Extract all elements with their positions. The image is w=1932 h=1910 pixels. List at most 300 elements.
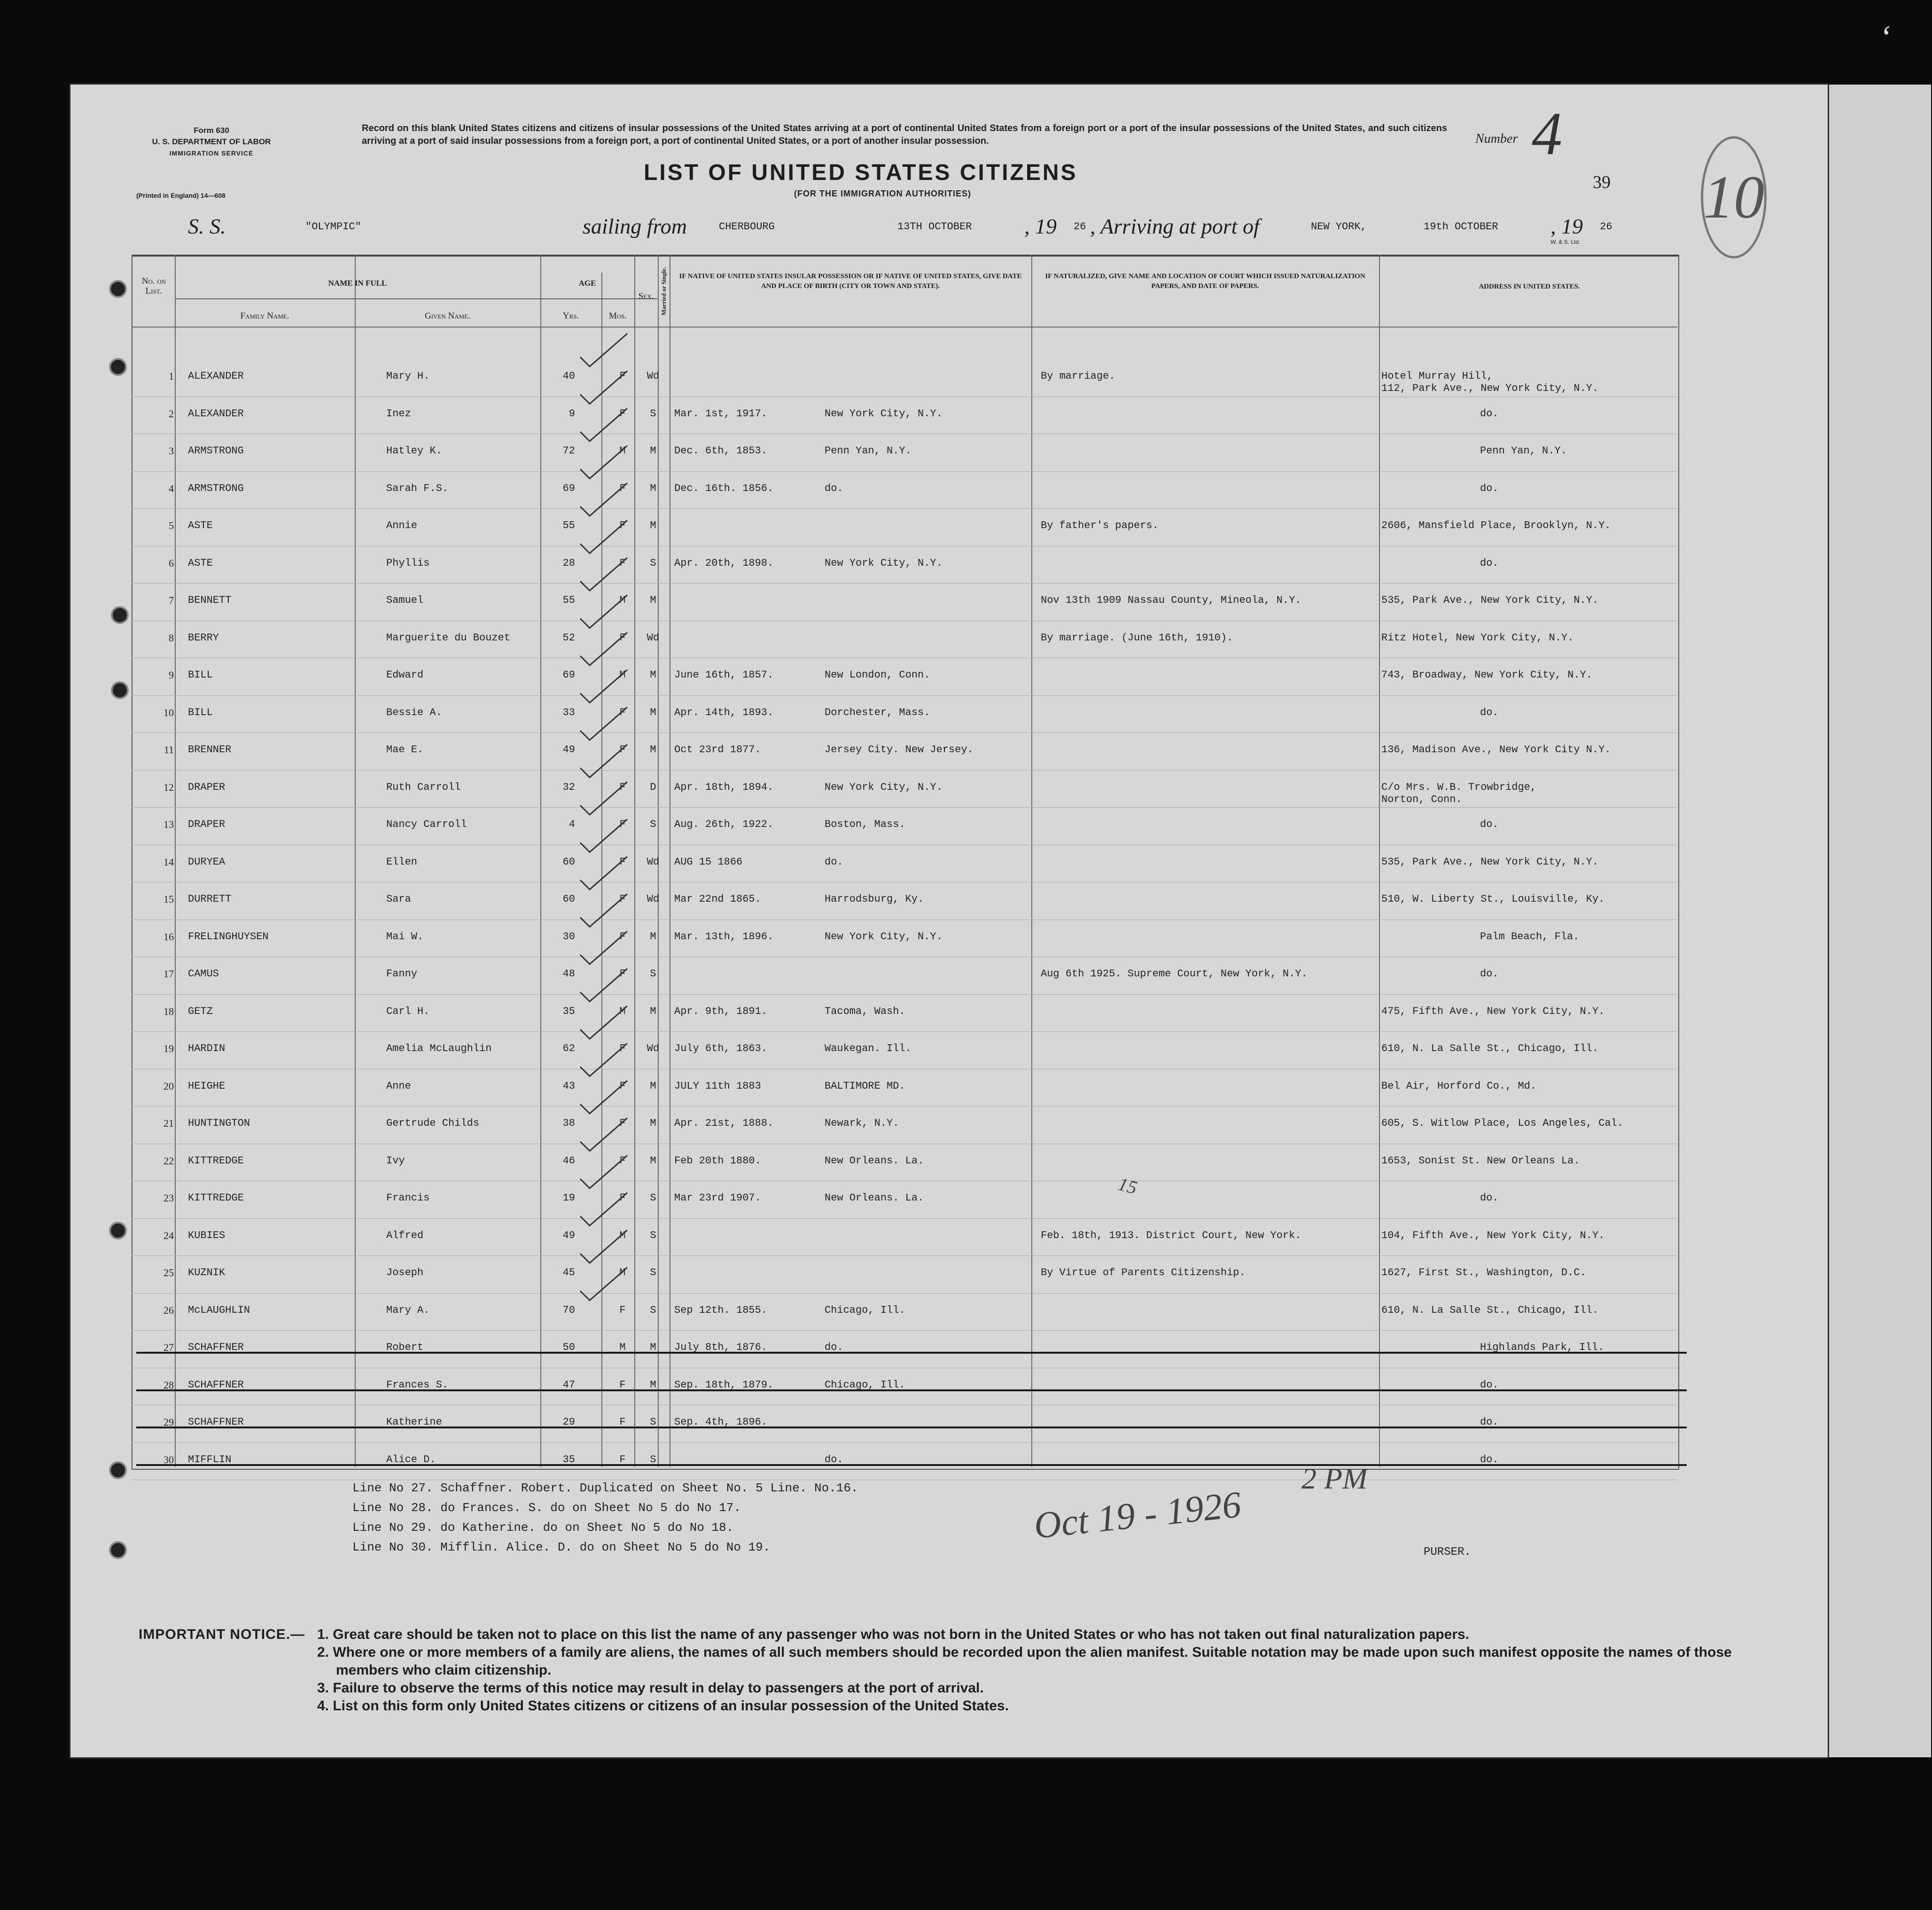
purser-label: PURSER. <box>1424 1546 1471 1559</box>
cell-addr: Ritz Hotel, New York City, N.Y. <box>1381 631 1574 644</box>
cell-given: Hatley K. <box>386 445 442 457</box>
cell-addr: 743, Broadway, New York City, N.Y. <box>1381 669 1592 681</box>
row-rule <box>132 1218 1677 1219</box>
cell-addr: 610, N. La Salle St., Chicago, Ill. <box>1381 1304 1599 1316</box>
row-rule <box>132 1255 1677 1256</box>
col-family-name: Family Name. <box>240 311 289 321</box>
cell-ms: D <box>650 781 656 793</box>
cell-ditto: do. <box>1480 706 1499 718</box>
cell-age: 28 <box>562 557 575 569</box>
cell-bplace: Newark, N.Y. <box>825 1117 899 1129</box>
cell-ditto: do. <box>1480 1416 1499 1428</box>
row-rule <box>132 1293 1677 1294</box>
check-mark <box>580 595 627 628</box>
cell-ms: M <box>650 669 656 681</box>
sailing-label: sailing from <box>583 214 687 238</box>
cell-family: KUBIES <box>188 1229 226 1241</box>
col-years: Yrs. <box>562 311 579 321</box>
cell-bplace: BALTIMORE MD. <box>825 1080 905 1092</box>
cell-age: 70 <box>562 1304 575 1316</box>
cell-bdate: Aug. 26th, 1922. <box>674 819 774 830</box>
cell-family: BILL <box>188 706 213 718</box>
check-mark <box>580 1081 627 1114</box>
cell-bplace: New London, Conn. <box>825 669 930 681</box>
cell-bdate: Sep. 4th, 1896. <box>674 1416 768 1428</box>
side-number: 10 <box>1701 136 1767 258</box>
cell-no: 13 <box>164 819 174 830</box>
cell-given: Mae E. <box>386 744 424 756</box>
cell-given: Samuel <box>386 594 424 606</box>
table-row <box>70 959 1828 997</box>
table-row <box>70 474 1828 511</box>
cell-nat: By Virtue of Parents Citizenship. <box>1041 1267 1246 1279</box>
check-mark <box>580 1155 627 1188</box>
cell-given: Ellen <box>386 856 418 868</box>
row-rule <box>132 770 1677 771</box>
cell-age: 49 <box>562 744 575 756</box>
row-rule <box>132 695 1677 696</box>
cell-given: Mary H. <box>386 370 430 382</box>
cell-no: 9 <box>169 669 174 681</box>
form-identifier <box>132 125 291 159</box>
check-mark <box>580 521 627 554</box>
punch-hole <box>109 280 127 298</box>
cell-given: Marguerite du Bouzet <box>386 631 511 644</box>
cell-no: 30 <box>164 1453 174 1466</box>
cell-age: 38 <box>562 1117 575 1129</box>
col-married: Married or Single. <box>660 267 667 316</box>
cell-bplace: New York City, N.Y. <box>825 557 943 569</box>
cell-ditto: do. <box>1480 1379 1499 1391</box>
cell-bdate: Dec. 6th, 1853. <box>674 445 768 457</box>
cell-family: DRAPER <box>188 781 226 793</box>
cell-sex: F <box>619 557 626 569</box>
cell-no: 11 <box>164 744 174 756</box>
cell-family: DURRETT <box>188 893 232 905</box>
cell-nat: By marriage. <box>1041 370 1115 382</box>
col-no: No. on List. <box>141 276 166 296</box>
cell-ms: Wd <box>647 1043 660 1054</box>
check-mark <box>580 894 627 927</box>
cell-ms: S <box>650 1416 656 1428</box>
cell-bplace: Waukegan. Ill. <box>825 1043 911 1054</box>
notice-item: 1. Great care should be taken not to place on this list the name of any passenger who was not born in the United States or who has not taken out final naturalization papers. <box>317 1627 1470 1642</box>
cell-age: 49 <box>562 1229 575 1241</box>
cell-bdate: Apr. 9th, 1891. <box>674 1005 768 1017</box>
cell-no: 5 <box>169 520 174 531</box>
check-mark <box>580 334 627 366</box>
row-rule <box>132 1106 1677 1107</box>
cell-sex: F <box>619 744 626 756</box>
cell-age: 69 <box>562 482 575 494</box>
cell-bplace: Chicago, Ill. <box>825 1379 905 1391</box>
cell-given: Anne <box>386 1080 411 1092</box>
cell-ditto: Penn Yan, N.Y. <box>1480 445 1567 457</box>
row-rule <box>132 994 1677 995</box>
table-row <box>70 698 1828 735</box>
cell-age: 60 <box>562 893 575 905</box>
cell-given: Amelia McLaughlin <box>386 1043 492 1054</box>
cell-nat: Feb. 18th, 1913. District Court, New York. <box>1041 1229 1301 1241</box>
col-address: ADDRESS IN UNITED STATES. <box>1479 283 1580 290</box>
cell-sex: F <box>619 781 626 793</box>
table-row <box>70 549 1828 586</box>
cell-ms: Wd <box>647 856 660 868</box>
cell-bdate: JULY 11th 1883 <box>674 1080 761 1092</box>
cell-bplace: New Orleans. La. <box>825 1154 924 1167</box>
cell-given: Sarah F.S. <box>386 482 449 494</box>
col-months: Mos. <box>608 311 627 321</box>
cell-sex: F <box>619 1043 626 1054</box>
duplicate-note: Line No 29. do Katherine. do on Sheet No 5 do No 18. <box>352 1520 734 1535</box>
cell-nat: Aug 6th 1925. Supreme Court, New York, N.Y. <box>1041 968 1308 980</box>
cell-age: 43 <box>562 1080 575 1092</box>
cell-no: 2 <box>169 407 174 420</box>
cell-nat: By father's papers. <box>1041 520 1159 531</box>
cell-sex: M <box>619 594 626 606</box>
cell-bplace: Penn Yan, N.Y. <box>825 445 911 457</box>
table-row <box>70 661 1828 698</box>
cell-ditto: do. <box>1480 968 1499 980</box>
cell-addr: 610, N. La Salle St., Chicago, Ill. <box>1381 1043 1599 1054</box>
col-name-in-full: NAME IN FULL <box>328 279 387 288</box>
form-number: Form 630 <box>194 126 229 135</box>
cell-addr: 136, Madison Ave., New York City N.Y. <box>1381 744 1611 756</box>
cell-age: 50 <box>562 1341 575 1353</box>
cell-no: 27 <box>164 1341 174 1353</box>
cell-age: 19 <box>562 1192 575 1204</box>
cell-addr: 510, W. Liberty St., Louisville, Ky. <box>1381 893 1605 905</box>
cell-bplace: Tacoma, Wash. <box>825 1005 905 1017</box>
punch-hole <box>109 1541 127 1559</box>
check-mark <box>580 1268 627 1301</box>
cell-bplace: New York City, N.Y. <box>825 930 943 943</box>
cell-addr: Hotel Murray Hill, <box>1381 370 1493 382</box>
table-row <box>70 848 1828 885</box>
ss-label: S. S. <box>188 214 226 238</box>
cell-family: KITTREDGE <box>188 1192 244 1204</box>
cell-sex: F <box>619 1080 626 1092</box>
table-row <box>70 735 1828 772</box>
cell-addr2: 112, Park Ave., New York City, N.Y. <box>1381 382 1599 394</box>
arrival-year: 26 <box>1600 221 1613 233</box>
col-sex: Sex. <box>638 291 654 301</box>
cell-given: Francis <box>386 1192 430 1204</box>
cell-age: 9 <box>569 407 575 420</box>
cell-ms: M <box>650 1117 656 1129</box>
cell-family: ARMSTRONG <box>188 482 244 494</box>
printer-mark: W. & S. Ltd. <box>1550 239 1581 245</box>
cell-no: 16 <box>164 930 174 943</box>
check-mark <box>580 1044 627 1076</box>
cell-bplace: do. <box>825 482 843 494</box>
cell-bdate: Apr. 14th, 1893. <box>674 706 774 718</box>
check-mark <box>580 745 627 778</box>
punch-hole <box>111 681 129 699</box>
check-mark <box>580 1006 627 1039</box>
cell-sex: F <box>619 706 626 718</box>
cell-ditto: Highlands Park, Ill. <box>1480 1341 1605 1353</box>
cell-given: Gertrude Childs <box>386 1117 480 1129</box>
cell-no: 23 <box>164 1192 174 1204</box>
cell-given: Annie <box>386 520 418 531</box>
cell-sex: F <box>619 1117 626 1129</box>
cell-sex: F <box>619 1379 626 1391</box>
cell-bplace: New Orleans. La. <box>825 1192 924 1204</box>
cell-no: 19 <box>164 1043 174 1054</box>
cell-age: 29 <box>562 1416 575 1428</box>
sail-date: 13TH OCTOBER <box>897 221 972 233</box>
row-rule <box>132 583 1677 584</box>
cell-sex: F <box>619 1453 626 1466</box>
cell-ms: Wd <box>647 370 660 382</box>
table-row <box>70 399 1828 437</box>
cell-ditto: do. <box>1480 482 1499 494</box>
check-mark <box>580 819 627 852</box>
table-row <box>70 885 1828 922</box>
cell-sex: F <box>619 631 626 644</box>
cell-ms: M <box>650 445 656 457</box>
cell-no: 29 <box>164 1416 174 1428</box>
cell-bdate: Sep 12th. 1855. <box>674 1304 768 1316</box>
cell-bdate: Sep. 18th, 1879. <box>674 1379 774 1391</box>
cell-ms: M <box>650 1341 656 1353</box>
cell-family: DURYEA <box>188 856 226 868</box>
cell-family: McLAUGHLIN <box>188 1304 250 1316</box>
cell-sex: F <box>619 856 626 868</box>
cell-sex: M <box>619 445 626 457</box>
cell-family: HUNTINGTON <box>188 1117 250 1129</box>
arriving-label: , Arriving at port of <box>1090 214 1260 238</box>
cell-ditto: do. <box>1480 557 1499 569</box>
cell-ditto: do. <box>1480 1192 1499 1204</box>
cell-ms: Wd <box>647 893 660 905</box>
cell-ms: S <box>650 557 656 569</box>
table-row <box>70 810 1828 847</box>
check-mark <box>580 1193 627 1226</box>
cell-ms: M <box>650 594 656 606</box>
cell-family: SCHAFFNER <box>188 1341 244 1353</box>
cell-bplace: New York City, N.Y. <box>825 407 943 420</box>
cell-family: DRAPER <box>188 819 226 830</box>
cell-ms: S <box>650 407 656 420</box>
cell-no: 15 <box>164 893 174 905</box>
cell-ditto: do. <box>1480 407 1499 420</box>
cell-bdate: June 16th, 1857. <box>674 669 774 681</box>
cell-sex: M <box>619 1229 626 1241</box>
check-mark <box>580 371 627 404</box>
notice-item: 4. List on this form only United States citizens or citizens of an insular possession of the United States. <box>317 1698 1009 1714</box>
cell-no: 4 <box>169 482 174 494</box>
col-birth: IF NATIVE OF UNITED STATES INSULAR POSSESSION OR IF NATIVE OF UNITED STATES, GIVE DATE AND PLACE OF BIRTH (CITY OR TOWN AND STATE). <box>679 273 1022 290</box>
cell-age: 55 <box>562 594 575 606</box>
notice-item: 3. Failure to observe the terms of this notice may result in delay to passengers at the port of arrival. <box>317 1680 984 1696</box>
cell-ditto: do. <box>1480 1453 1499 1466</box>
cell-family: HARDIN <box>188 1043 226 1054</box>
cell-given: Edward <box>386 669 424 681</box>
table-row <box>70 1072 1828 1109</box>
duplicate-note: Line No 30. Mifflin. Alice. D. do on Sheet No 5 do No 19. <box>352 1540 771 1554</box>
duplicate-note: Line No 28. do Frances. S. do on Sheet No 5 do No 17. <box>352 1501 741 1515</box>
cell-age: 55 <box>562 520 575 531</box>
cell-no: 28 <box>164 1379 174 1391</box>
check-mark <box>580 670 627 703</box>
cell-no: 24 <box>164 1229 174 1241</box>
cell-family: ASTE <box>188 520 213 531</box>
page-number: 39 <box>1593 172 1611 192</box>
cell-ms: S <box>650 1453 656 1466</box>
list-number: 4 <box>1532 100 1562 168</box>
cell-age: 46 <box>562 1154 575 1167</box>
table-row <box>70 1221 1828 1258</box>
cell-age: 35 <box>562 1005 575 1017</box>
check-mark <box>580 558 627 591</box>
cell-ms: M <box>650 930 656 943</box>
cell-addr2: Norton, Conn. <box>1381 793 1462 805</box>
cell-given: Fanny <box>386 968 418 980</box>
cell-ms: S <box>650 1229 656 1241</box>
table-row <box>70 362 1828 399</box>
cell-bdate: July 8th, 1876. <box>674 1341 768 1353</box>
cell-given: Mary A. <box>386 1304 430 1316</box>
cell-bplace: Harrodsburg, Ky. <box>825 893 924 905</box>
cell-age: 33 <box>562 706 575 718</box>
table-row <box>70 1146 1828 1184</box>
margin-note: 15 <box>1115 1173 1140 1199</box>
cell-ms: S <box>650 1192 656 1204</box>
cell-ms: S <box>650 1267 656 1279</box>
number-label: Number <box>1475 132 1518 146</box>
cell-given: Alice D. <box>386 1453 436 1466</box>
cell-bdate: July 6th, 1863. <box>674 1043 768 1054</box>
cell-no: 6 <box>169 557 174 569</box>
cell-age: 72 <box>562 445 575 457</box>
cell-no: 25 <box>164 1267 174 1279</box>
signature-time: 2 PM <box>1301 1462 1368 1495</box>
table-row <box>70 586 1828 623</box>
check-mark <box>580 408 627 441</box>
signature-date: Oct 19 - 1926 <box>1032 1484 1243 1547</box>
table-row <box>70 997 1828 1034</box>
col-given-name: Given Name. <box>425 311 470 321</box>
cell-age: 47 <box>562 1379 575 1391</box>
year-prefix: , 19 <box>1024 214 1057 238</box>
table-row <box>70 1034 1828 1071</box>
cell-sex: F <box>619 407 626 420</box>
cell-sex: F <box>619 482 626 494</box>
cell-family: BERRY <box>188 631 219 644</box>
col-age: AGE <box>578 279 596 288</box>
table-row <box>70 922 1828 959</box>
page-title: LIST OF UNITED STATES CITIZENS <box>644 160 1078 185</box>
cell-ms: M <box>650 706 656 718</box>
cell-sex: F <box>619 520 626 531</box>
table-row <box>70 1333 1828 1370</box>
corner-mark: ʻ <box>1879 19 1891 55</box>
cell-bdate: AUG 15 1866 <box>674 856 743 868</box>
row-rule <box>132 508 1677 509</box>
row-rule <box>132 1442 1677 1443</box>
cell-age: 60 <box>562 856 575 868</box>
cell-addr: 2606, Mansfield Place, Brooklyn, N.Y. <box>1381 520 1611 531</box>
check-mark <box>580 969 627 1002</box>
table-row <box>70 624 1828 661</box>
cell-bdate: Oct 23rd 1877. <box>674 744 761 756</box>
cell-age: 32 <box>562 781 575 793</box>
cell-no: 26 <box>164 1304 174 1316</box>
cell-nat: By marriage. (June 16th, 1910). <box>1041 631 1233 644</box>
table-row <box>70 1184 1828 1221</box>
table-row <box>70 511 1828 548</box>
cell-bplace: Chicago, Ill. <box>825 1304 905 1316</box>
cell-no: 18 <box>164 1005 174 1017</box>
row-rule <box>132 1031 1677 1032</box>
check-mark <box>580 446 627 479</box>
cell-no: 1 <box>169 370 174 382</box>
cell-sex: M <box>619 1005 626 1017</box>
cell-ms: S <box>650 1304 656 1316</box>
ship-name: "OLYMPIC" <box>305 221 361 233</box>
table-row <box>70 1296 1828 1333</box>
cell-family: FRELINGHUYSEN <box>188 930 269 943</box>
cell-age: 4 <box>569 819 575 830</box>
service: IMMIGRATION SERVICE <box>169 149 254 157</box>
cell-age: 30 <box>562 930 575 943</box>
cell-given: Sara <box>386 893 411 905</box>
cell-bdate: Mar 23rd 1907. <box>674 1192 761 1204</box>
cell-no: 17 <box>164 968 174 980</box>
cell-sex: F <box>619 968 626 980</box>
cell-bdate: Apr. 21st, 1888. <box>674 1117 774 1129</box>
arrival-date: 19th OCTOBER <box>1424 221 1498 233</box>
cell-addr: 475, Fifth Ave., New York City, N.Y. <box>1381 1005 1605 1017</box>
cell-no: 12 <box>164 781 174 793</box>
cell-family: CAMUS <box>188 968 219 980</box>
cell-addr: 1627, First St., Washington, D.C. <box>1381 1267 1586 1279</box>
cell-no: 21 <box>164 1117 174 1129</box>
cell-bdate: Mar. 1st, 1917. <box>674 407 768 420</box>
cell-family: KITTREDGE <box>188 1154 244 1167</box>
cell-family: MIFFLIN <box>188 1453 232 1466</box>
cell-no: 14 <box>164 856 174 868</box>
page-subtitle: (FOR THE IMMIGRATION AUTHORITIES) <box>794 189 971 198</box>
cell-sex: F <box>619 370 626 382</box>
cell-bdate: Apr. 18th, 1894. <box>674 781 774 793</box>
important-notice <box>139 1626 1745 1715</box>
cell-family: SCHAFFNER <box>188 1416 244 1428</box>
cell-addr: C/o Mrs. W.B. Trowbridge, <box>1381 781 1537 793</box>
cell-no: 22 <box>164 1154 174 1167</box>
cell-bdate: Dec. 16th. 1856. <box>674 482 774 494</box>
cell-family: BILL <box>188 669 213 681</box>
arrival-year-prefix: , 19 <box>1550 214 1583 238</box>
punch-hole <box>109 1461 127 1479</box>
cell-no: 10 <box>164 706 174 718</box>
cell-addr: 535, Park Ave., New York City, N.Y. <box>1381 856 1599 868</box>
cell-sex: M <box>619 669 626 681</box>
table-row <box>70 1371 1828 1408</box>
cell-family: BENNETT <box>188 594 232 606</box>
cell-bdate: Mar. 13th, 1896. <box>674 930 774 943</box>
cell-bplace: do. <box>825 1453 843 1466</box>
cell-addr: 1653, Sonist St. New Orleans La. <box>1381 1154 1580 1167</box>
cell-age: 35 <box>562 1453 575 1466</box>
cell-ms: S <box>650 968 656 980</box>
cell-given: Mai W. <box>386 930 424 943</box>
cell-given: Inez <box>386 407 411 420</box>
cell-bplace: Dorchester, Mass. <box>825 706 930 718</box>
check-marks <box>576 226 637 1330</box>
